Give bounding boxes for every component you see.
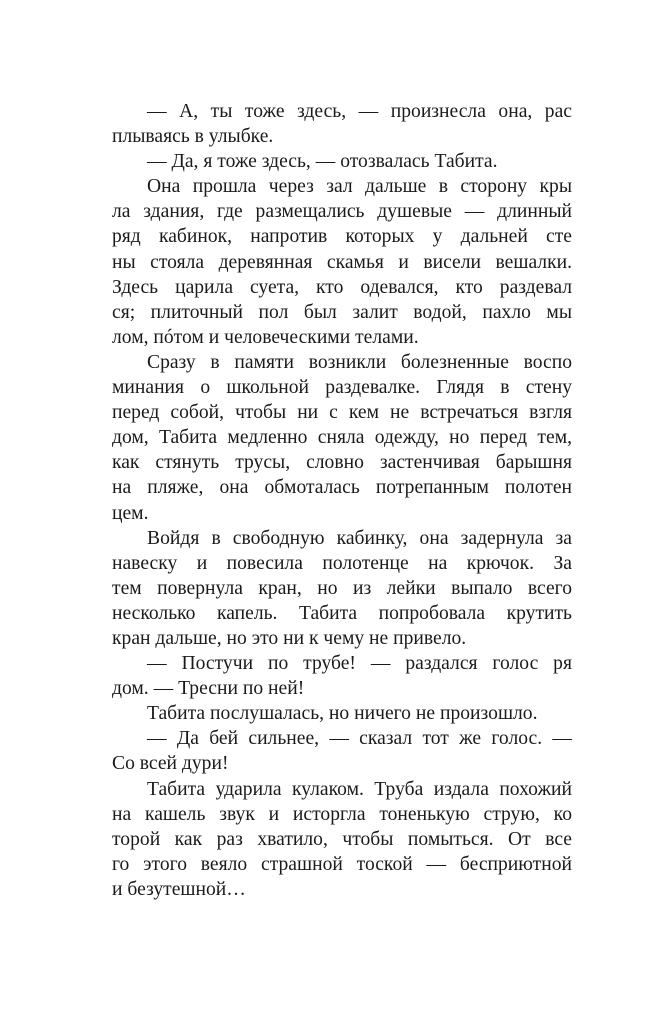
text-line: го этого веяло страшной тоской — бесприютной: [112, 853, 572, 875]
text-line: Она прошла через зал дальше в сторону кры: [147, 176, 572, 198]
text-line: Здесь царила суета, кто одевался, кто раздевал: [112, 276, 572, 298]
text-line: плываясь в улыбке.: [112, 126, 274, 148]
text-line: — А, ты тоже здесь, — произнесла она, рас: [147, 101, 572, 122]
text-line: Войдя в свободную кабинку, она задернула за: [147, 527, 572, 549]
text-line: торой как раз хватило, чтобы помыться. От все: [112, 828, 572, 850]
text-line: минания о школьной раздевалке. Глядя в стену: [112, 377, 572, 399]
text-line: Сразу в памяти возникли болезненные воспо: [147, 351, 572, 373]
text-line: Со всей дури!: [112, 753, 229, 775]
text-line: как стянуть трусы, словно застенчивая барышня: [112, 452, 572, 474]
text-line: на пляже, она обмоталась потрепанным полотен: [112, 477, 572, 499]
page-text: [112, 99, 572, 902]
text-line: Табита послушалась, но ничего не произошло.: [147, 703, 538, 725]
text-line: лом, пóтом и человеческими телами.: [112, 326, 419, 348]
text-line: дом, Табита медленно сняла одежду, но перед тем,: [112, 427, 572, 449]
text-line: несколько капель. Табита попробовала крутить: [112, 602, 572, 624]
text-line: и безутешной…: [112, 878, 246, 900]
text-line: дом. — Тресни по ней!: [112, 678, 305, 700]
text-line: Табита ударила кулаком. Труба издала похожий: [147, 778, 572, 800]
text-line: кран дальше, но это ни к чему не привело.: [112, 627, 467, 649]
text-line: ся; плиточный пол был залит водой, пахло мы: [112, 301, 572, 323]
text-line: — Да, я тоже здесь, — отозвалась Табита.: [147, 151, 498, 173]
text-line: тем повернула кран, но из лейки выпало всего: [112, 577, 572, 599]
text-line: ны стояла деревянная скамья и висели вешалки.: [112, 251, 572, 273]
text-line: на кашель звук и исторгла тоненькую струю, ко: [112, 803, 572, 825]
text-line: — Да бей сильнее, — сказал тот же голос. —: [147, 728, 572, 750]
text-line: ла здания, где размещались душевые — длинный: [112, 201, 572, 223]
text-line: навеску и повесила полотенце на крючок. За: [112, 552, 572, 574]
text-line: ряд кабинок, напротив которых у дальней сте: [112, 226, 572, 248]
text-line: — Постучи по трубе! — раздался голос ря: [147, 653, 572, 675]
text-line: перед собой, чтобы ни с кем не встречаться взгля: [112, 402, 572, 424]
text-line: цем.: [112, 502, 149, 524]
